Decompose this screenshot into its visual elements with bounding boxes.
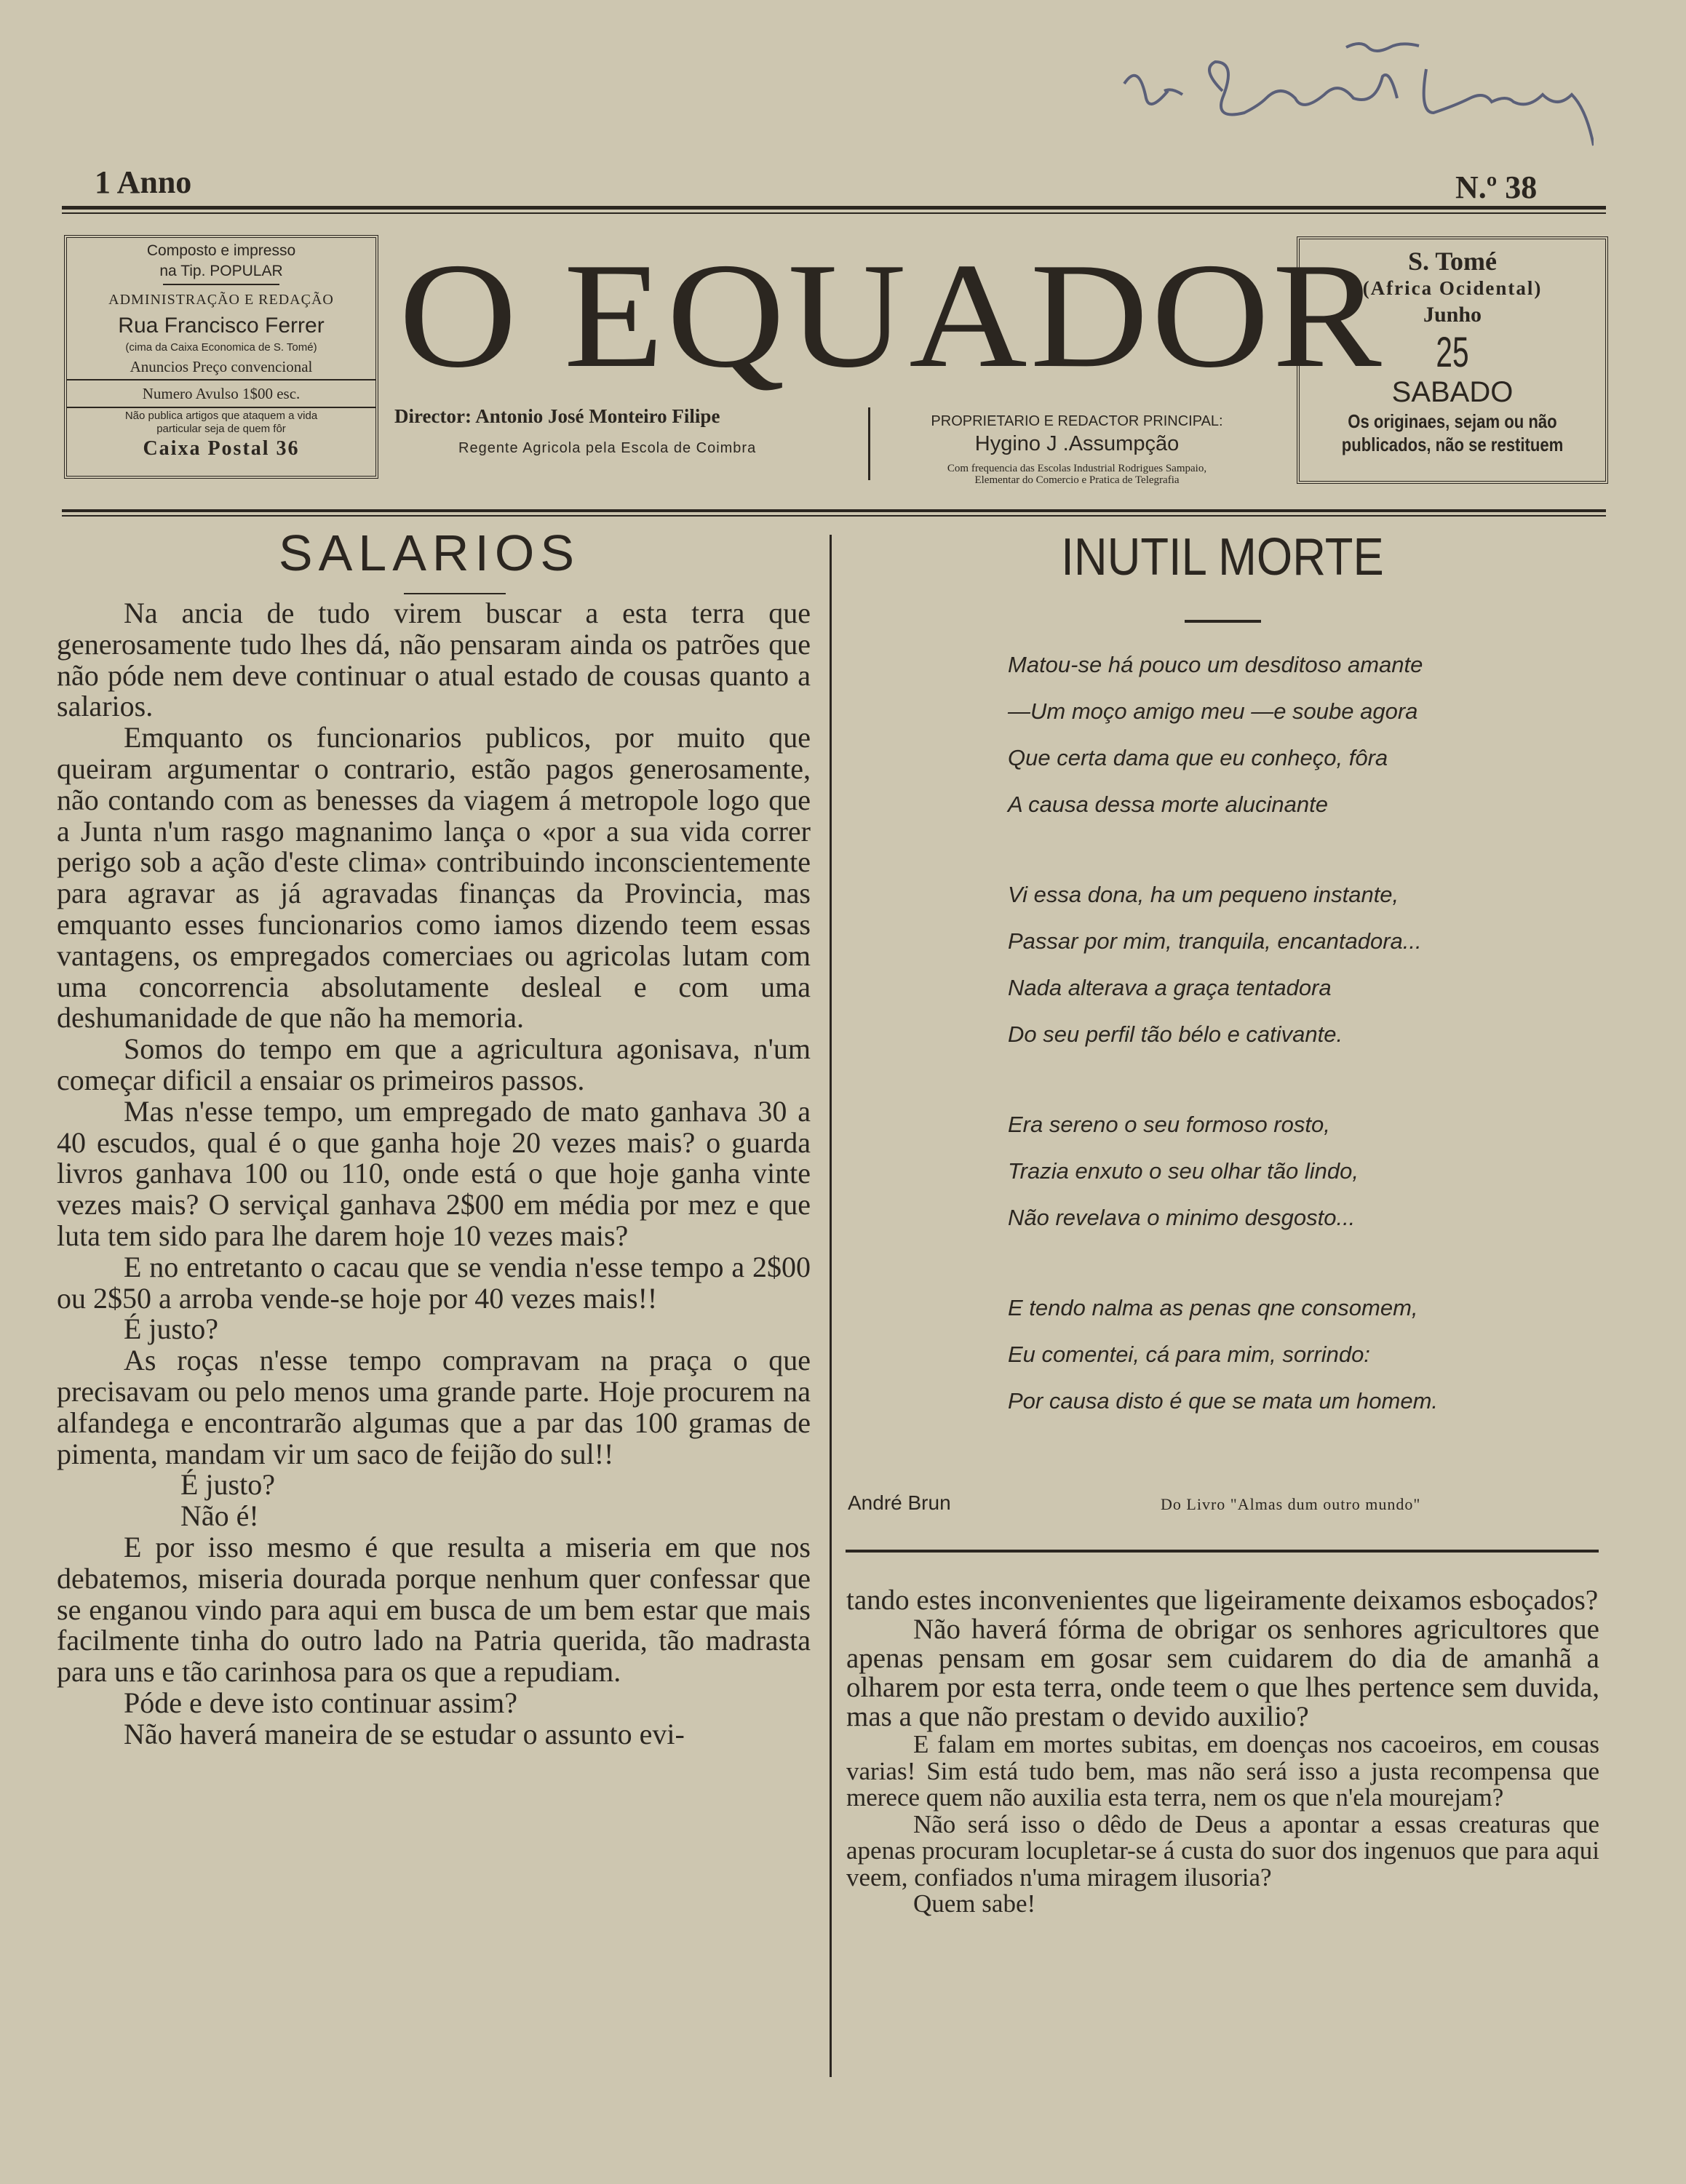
salarios-continuation: tando estes inconvenientes que ligeiramente deixamos esboçados? Não haverá fórma de obrigar os senhores agricultores que apenas pensam em gosar sem cuidarem do dia de amanhã a olharem por esta terra, onde teem o que lhes pertence sem duvida, mas a que não prestam o devido auxilio? E falam em mortes subitas, em doenças nos cacoeiros, em cousas varias! Sim está tudo bem, mas não será isso a justa recompensa que merece quem não auxilia esta terra, nem os que n'ela mourejam? Não será isso o dêdo de Deus a apontar a essas creaturas que apenas procuram locupletar-se á custa do suor dos ingenuos que para aqui veem, confiados n'uma miragem ilusoria? Quem sabe! bbox=[846, 1586, 1599, 1918]
salarios-heading: SALARIOS bbox=[278, 525, 581, 581]
proprietor-note-1: Com frequencia das Escolas Industrial Rodrigues Sampaio, bbox=[947, 463, 1207, 474]
poem-stanza: E tendo nalma as penas qne consomem, Eu comentei, cá para mim, sorrindo: Por causa disto é que se mata um homem. bbox=[1008, 1295, 1439, 1414]
poem-heading-rule bbox=[1185, 620, 1261, 623]
salarios-article: Na ancia de tudo virem buscar a esta terra que generosamente tudo lhes dá, não pensaram ainda os patrões que não póde nem deve continuar o atual estado de cousas quanto a salarios. Emquanto os funcionarios publicos, por muito que queiram argumentar o contrario, estão pagos generosamente, não contando com as benesses da viagem á metropole logo que a Junta n'um rasgo magnanimo lança o «por a sua vida correr perigo sob a ação d'este clima» contribuindo inconscientemente para agravar as já agravadas finanças da Provincia, mas emquanto esses funcionarios como iamos dizendo teem essas vantagens, os empregados comerciaes ou agricolas lutam com uma concorrencia absolutamente desleal e com uma deshumanidade de que não ha memoria. Somos do tempo em que a agricultura agonisava, n'um começar dificil a ensaiar os primeiros passos. Mas n'esse tempo, um empregado de mato ganhava 30 a 40 escudos, qual é o que ganha hoje 20 vezes mais? o guarda livros ganhava 100 ou 110, onde está o que hoje ganha vinte vezes mais? O serviçal ganhava 2$00 em média por mez e que luta tem sido para lhe darem hoje 10 vezes mais? E no entretanto o cacau que se vendia n'esse tempo a 2$00 ou 2$50 a arroba vende-se hoje por 40 vezes mais!! É justo? As roças n'esse tempo compravam na praça o que precisavam ou pelo menos uma grande parte. Hoje procurem na alfandega e encontrarão algumas que a par das 100 gramas de pimenta, mandam vir um saco de feijão do sul!! É justo? Não é! E por isso mesmo é que resulta a miseria em que nos debatemos, miseria dourada porque nenhum quer confessar que se enganou vindo para aqui em busca de um bem estar que mais facilmente tinha do outro lado na Patria querida, tão madrasta para uns e tão carinhosa para os que a repudiam. Póde e deve isto continuar assim? Não haverá maneira de se estudar o assunto evi- bbox=[57, 598, 811, 1750]
issue-number: N.º 38 bbox=[1455, 170, 1538, 205]
top-rule bbox=[62, 206, 1606, 210]
masthead-bottom-rule bbox=[62, 509, 1606, 512]
masthead-left-box: Composto e impresso na Tip. POPULAR ADMINISTRAÇÃO E REDAÇÃO Rua Francisco Ferrer (cima da Caixa Economica de S. Tomé) Anuncios Preço convencional Numero Avulso 1$00 esc. Não publica artigos que ataquem a vida particular seja de quem fôr Caixa Postal 36 bbox=[64, 235, 378, 479]
poem-stanza: Vi essa dona, ha um pequeno instante, Passar por mim, tranquila, encantadora... Nada alterava a graça tentadora Do seu perfil tão bélo e cativante. bbox=[1008, 882, 1422, 1047]
column-divider bbox=[830, 535, 832, 2077]
poem-stanza: Era sereno o seu formoso rosto, Trazia enxuto o seu olhar tão lindo, Não revelava o minimo desgosto... bbox=[1008, 1112, 1359, 1230]
top-rule-thin bbox=[62, 212, 1606, 214]
handwritten-dedication bbox=[1121, 40, 1594, 149]
masthead-divider bbox=[868, 407, 870, 480]
proprietor-label: PROPRIETARIO E REDACTOR PRINCIPAL: bbox=[931, 413, 1223, 429]
director-note: Regente Agricola pela Escola de Coimbra bbox=[458, 440, 757, 456]
proprietor-name: Hygino J .Assumpção bbox=[974, 432, 1180, 455]
postal-box: Caixa Postal 36 bbox=[143, 437, 300, 460]
salarios-heading-rule bbox=[404, 593, 506, 594]
poem-author: André Brun bbox=[848, 1491, 951, 1514]
poem-source: Do Livro "Almas dum outro mundo" bbox=[1161, 1495, 1421, 1513]
volume-year: 1 Anno bbox=[95, 164, 192, 200]
poem-body bbox=[1008, 642, 1561, 1424]
masthead-right-box: S. Tomé (Africa Ocidental) Junho 25 SABADO Os originaes, sejam ou não publicados, não se restituem bbox=[1297, 236, 1608, 484]
proprietor-note-2: Elementar do Comercio e Pratica de Telegrafia bbox=[974, 474, 1180, 486]
masthead-bottom-rule-thin bbox=[62, 515, 1606, 517]
poem-heading: INUTIL MORTE bbox=[1061, 528, 1384, 586]
poem-bottom-rule bbox=[846, 1550, 1599, 1553]
poem-stanza: Matou-se há pouco um desditoso amante —Um moço amigo meu —e soube agora Que certa dama que eu conheço, fôra A causa dessa morte alucinante bbox=[1008, 652, 1423, 817]
newspaper-title: O EQUADOR bbox=[399, 231, 1385, 399]
director-line: Director: Antonio José Monteiro Filipe bbox=[394, 405, 720, 427]
